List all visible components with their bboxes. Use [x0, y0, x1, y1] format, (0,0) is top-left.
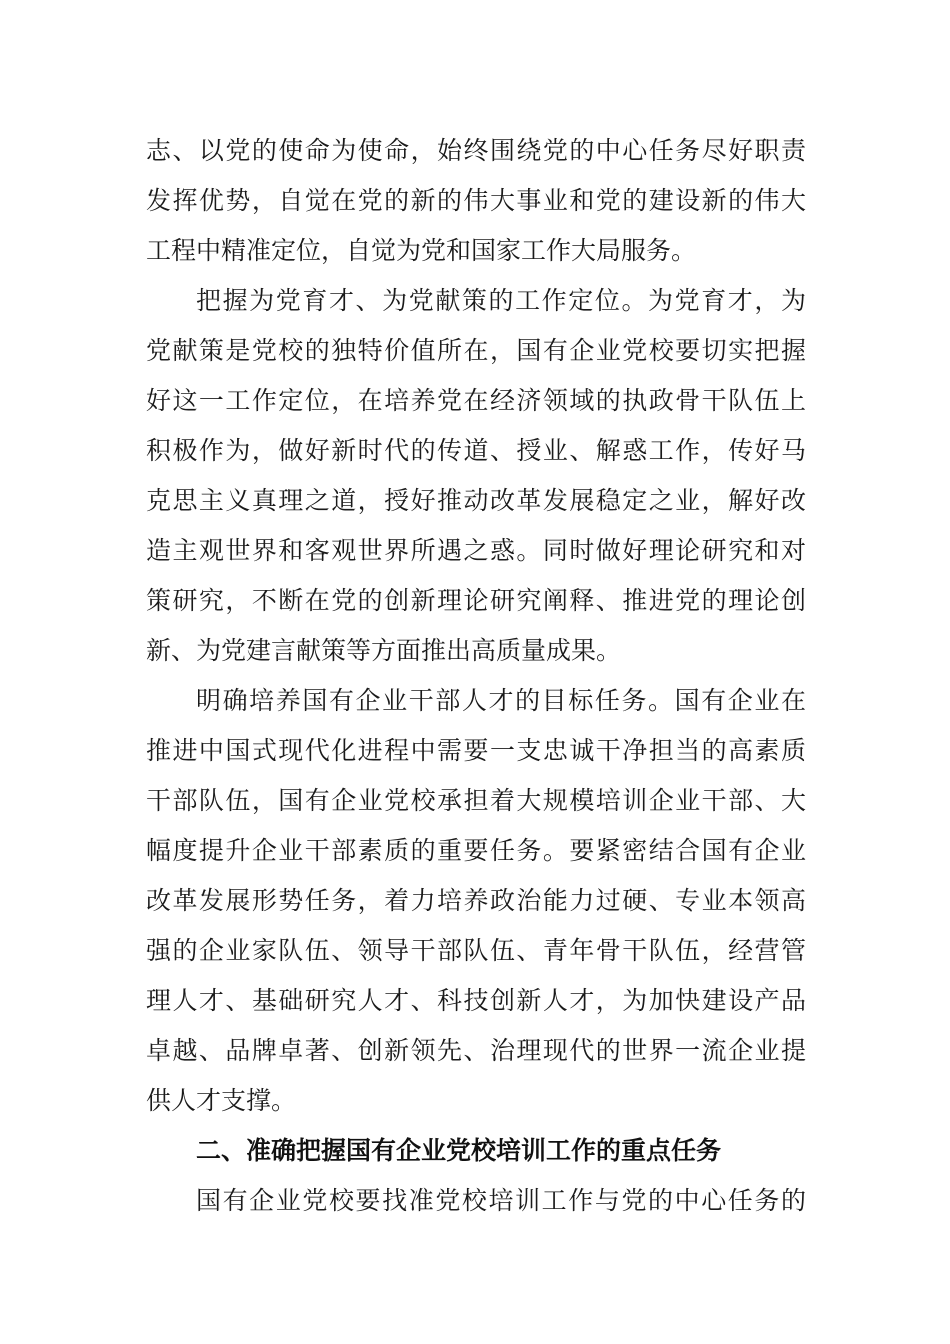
paragraph-1-line-3: 工程中精准定位，自觉为党和国家工作大局服务。 — [146, 236, 697, 265]
paragraph-2-line-7: 策研究，不断在党的创新理论研究阐释、推进党的理论创 — [146, 586, 806, 615]
paragraph-1-line-2: 发挥优势，自觉在党的新的伟大事业和党的建设新的伟大 — [146, 186, 806, 215]
paragraph-3-line-1: 明确培养国有企业干部人才的目标任务。国有企业在 — [196, 686, 806, 715]
paragraph-4-line-1: 国有企业党校要找准党校培训工作与党的中心任务的 — [196, 1186, 806, 1215]
paragraph-3-line-9: 供人才支撑。 — [146, 1086, 297, 1115]
paragraph-2-line-3: 好这一工作定位，在培养党在经济领域的执政骨干队伍上 — [146, 386, 806, 415]
section-heading: 二、准确把握国有企业党校培训工作的重点任务 — [196, 1136, 722, 1165]
paragraph-3-line-6: 强的企业家队伍、领导干部队伍、青年骨干队伍，经营管 — [146, 936, 806, 965]
paragraph-2-line-5: 克思主义真理之道，授好推动改革发展稳定之业，解好改 — [146, 486, 806, 515]
paragraph-3-line-3: 干部队伍，国有企业党校承担着大规模培训企业干部、大 — [146, 786, 806, 815]
paragraph-3-line-8: 卓越、品牌卓著、创新领先、治理现代的世界一流企业提 — [146, 1036, 806, 1065]
paragraph-3-line-5: 改革发展形势任务，着力培养政治能力过硬、专业本领高 — [146, 886, 806, 915]
paragraph-2-line-8: 新、为党建言献策等方面推出高质量成果。 — [146, 636, 622, 665]
paragraph-2-line-4: 积极作为，做好新时代的传道、授业、解惑工作，传好马 — [146, 436, 806, 465]
paragraph-3-line-7: 理人才、基础研究人才、科技创新人才，为加快建设产品 — [146, 986, 806, 1015]
paragraph-2-line-1: 把握为党育才、为党献策的工作定位。为党育才，为 — [196, 286, 806, 315]
paragraph-2-line-2: 党献策是党校的独特价值所在，国有企业党校要切实把握 — [146, 336, 806, 365]
paragraph-3-line-4: 幅度提升企业干部素质的重要任务。要紧密结合国有企业 — [146, 836, 806, 865]
paragraph-3-line-2: 推进中国式现代化进程中需要一支忠诚干净担当的高素质 — [146, 736, 806, 765]
paragraph-2-line-6: 造主观世界和客观世界所遇之惑。同时做好理论研究和对 — [146, 536, 806, 565]
paragraph-1-line-1: 志、以党的使命为使命，始终围绕党的中心任务尽好职责 — [146, 136, 806, 165]
